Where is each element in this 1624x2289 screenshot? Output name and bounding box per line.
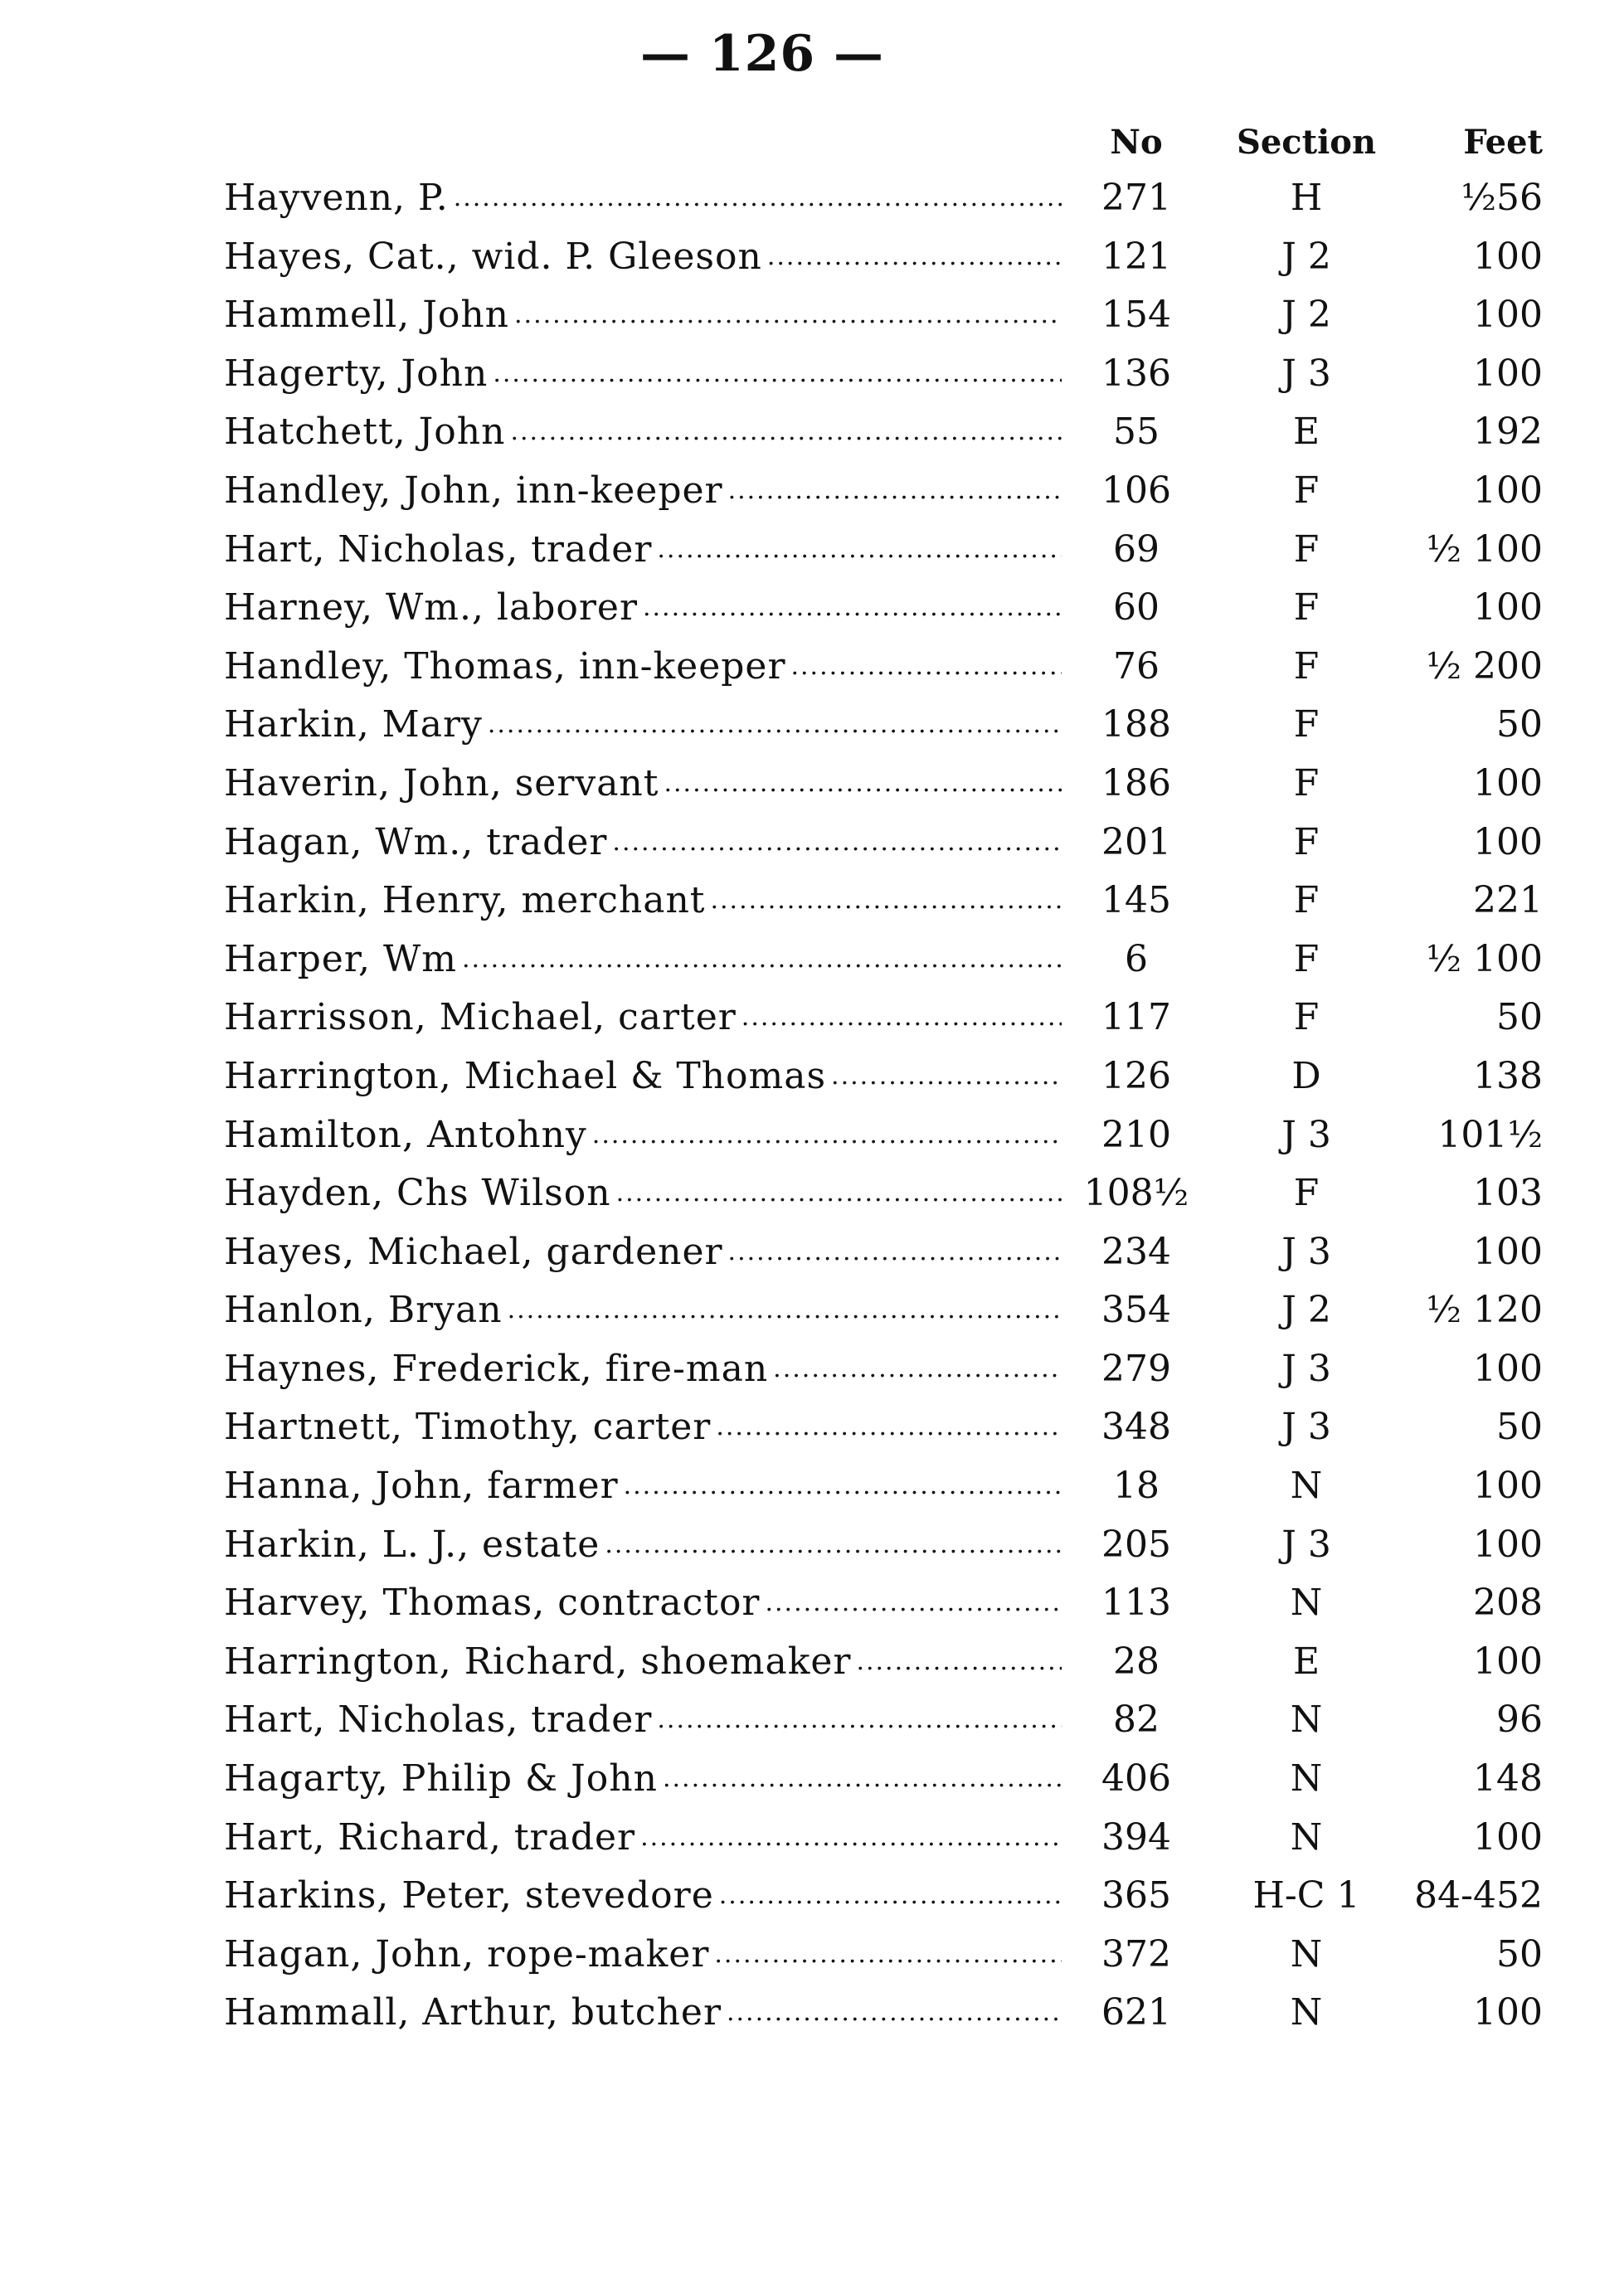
dot-leader [664,755,1062,814]
entry-no: 201 [1101,820,1171,863]
entry-no: 136 [1101,352,1171,395]
entry-no: 406 [1101,1757,1171,1801]
entry-no: 126 [1101,1054,1171,1097]
entry-no: 69 [1113,527,1160,571]
entry-no: 348 [1101,1406,1171,1449]
dot-leader [643,579,1062,638]
header-feet: Feet [1463,123,1543,162]
page-number: — 126 — [639,25,885,83]
entry-no: 279 [1101,1347,1171,1390]
entry-section: F [1293,527,1320,571]
entry-no: 188 [1101,703,1171,746]
entry-name-cell [224,1516,1062,1575]
entry-feet: 100 [1473,1815,1543,1859]
entry-name: Hayden, Chs Wilson [224,1172,611,1215]
table-row [224,169,1543,228]
entry-feet: 100 [1473,352,1543,395]
dot-leader [727,1984,1062,2043]
entry-no: 145 [1101,879,1171,922]
entry-name-cell [224,1223,1062,1282]
entry-no: 55 [1113,411,1160,454]
entry-no: 76 [1113,644,1160,688]
entry-no: 372 [1101,1932,1171,1976]
entry-no: 354 [1101,1289,1171,1332]
entry-name: Harper, Wm [224,937,457,980]
entry-no: 82 [1113,1699,1160,1742]
entry-name-cell [224,1633,1062,1692]
entry-name-cell [224,755,1062,814]
entry-section: F [1293,703,1320,746]
dot-leader [493,345,1062,404]
dot-leader [640,1809,1062,1868]
table-row [224,1516,1543,1575]
entry-name: Handley, Thomas, inn-keeper [224,644,786,688]
entry-name: Hanna, John, farmer [224,1465,619,1508]
table-row [224,1574,1543,1633]
entry-name: Hart, Richard, trader [224,1815,636,1859]
entry-name-cell [224,228,1062,287]
table-row [224,462,1543,521]
entry-feet: 138 [1473,1054,1543,1097]
entry-name: Hagan, John, rope-maker [224,1932,710,1976]
entry-feet: ½ 100 [1426,937,1543,980]
entry-section: J 2 [1281,1289,1331,1332]
entry-name-cell [224,1164,1062,1223]
dot-leader [612,814,1062,872]
entry-name: Hagan, Wm., trader [224,820,608,863]
entry-no: 117 [1101,996,1171,1039]
entry-name: Harkins, Peter, stevedore [224,1874,714,1917]
entry-section: J 3 [1281,1406,1331,1449]
entry-section: J 3 [1281,1523,1331,1566]
dot-leader [454,169,1062,228]
entry-name: Harkin, Henry, merchant [224,879,706,922]
entry-section: F [1293,1172,1320,1215]
entry-section: H [1290,177,1323,219]
entry-name-cell [224,1926,1062,1985]
entry-section: H-C 1 [1252,1874,1360,1917]
entry-name: Harrington, Michael & Thomas [224,1054,827,1097]
entry-name-cell [224,1281,1062,1340]
entry-name: Hammall, Arthur, butcher [224,1991,722,2034]
dot-leader [514,286,1062,345]
table-row [224,228,1543,287]
entry-no: 210 [1101,1113,1171,1156]
table-header [224,116,1543,169]
entry-section: J 3 [1281,1113,1331,1156]
entry-name-cell [224,1691,1062,1750]
entry-section: N [1290,1465,1323,1508]
entry-name-cell [224,696,1062,755]
table-row [224,1223,1543,1282]
entry-name: Hamilton, Antohny [224,1113,587,1156]
entry-section: E [1292,411,1320,454]
entry-feet: 101½ [1437,1113,1543,1156]
entry-name: Hayes, Cat., wid. P. Gleeson [224,235,762,278]
entry-name: Hagarty, Philip & John [224,1757,658,1801]
dot-leader [790,638,1062,697]
entry-name-cell [224,1984,1062,2043]
entry-name-cell [224,1574,1062,1633]
dot-leader [773,1340,1062,1399]
entry-no: 621 [1101,1991,1171,2034]
entry-feet: 84-452 [1414,1874,1543,1917]
entry-name-cell [224,345,1062,404]
entry-name-cell [224,521,1062,580]
entry-feet: 50 [1496,996,1543,1039]
table-row [224,1106,1543,1165]
table-row [224,872,1543,931]
header-section: Section [1236,123,1377,162]
entry-section: F [1293,937,1320,980]
entry-no: 271 [1101,177,1171,219]
entry-no: 186 [1101,761,1171,804]
dot-leader [657,1691,1062,1750]
entry-section: F [1293,820,1320,863]
entry-section: N [1290,1991,1323,2034]
header-no: No [1110,123,1163,162]
entry-no: 6 [1125,937,1148,980]
table-row [224,1281,1543,1340]
entry-feet: ½ 100 [1426,527,1543,571]
entry-section: D [1291,1054,1321,1097]
table-row [224,1926,1543,1985]
entry-feet: ½ 200 [1426,644,1543,688]
entry-name-cell [224,1809,1062,1868]
dot-leader [592,1106,1062,1165]
entry-feet: 103 [1473,1172,1543,1215]
dot-leader [508,1281,1062,1340]
entry-feet: 100 [1473,761,1543,804]
dot-leader [831,1047,1062,1106]
entry-feet: 100 [1473,294,1543,337]
entry-name: Handley, John, inn-keeper [224,469,723,512]
entry-feet: 148 [1473,1757,1543,1801]
entry-name-cell [224,814,1062,872]
entry-name-cell [224,989,1062,1047]
entry-feet: 192 [1473,411,1543,454]
entry-feet: 100 [1473,1991,1543,2034]
table-row [224,696,1543,755]
entry-name: Hammell, John [224,294,510,337]
entry-name-cell [224,1750,1062,1809]
entry-name-cell [224,1398,1062,1457]
entry-name: Harrington, Richard, shoemaker [224,1640,852,1683]
table-row [224,989,1543,1047]
entry-no: 113 [1101,1582,1171,1625]
table-row [224,1809,1543,1868]
entry-feet: 100 [1473,1347,1543,1390]
entry-section: J 2 [1281,235,1331,278]
entry-no: 394 [1101,1815,1171,1859]
entry-name: Harkin, L. J., estate [224,1523,600,1566]
entry-feet: 221 [1473,879,1543,922]
entry-no: 106 [1101,469,1171,512]
table-row [224,1633,1543,1692]
entry-section: J 2 [1281,294,1331,337]
entry-name: Haverin, John, servant [224,761,659,804]
table-row [224,1457,1543,1516]
entry-feet: 100 [1473,820,1543,863]
entry-no: 18 [1113,1465,1160,1508]
dot-leader [710,872,1062,931]
dot-leader [856,1633,1062,1692]
entry-feet: 50 [1496,703,1543,746]
entry-name: Hanlon, Bryan [224,1289,503,1332]
entry-name: Hayes, Michael, gardener [224,1230,723,1273]
entry-section: N [1290,1699,1323,1742]
register-table [224,116,1543,2043]
entry-feet: 50 [1496,1932,1543,1976]
entry-name-cell [224,638,1062,697]
entry-name: Hagerty, John [224,352,489,395]
entry-no: 234 [1101,1230,1171,1273]
table-row [224,1340,1543,1399]
entry-name-cell [224,1047,1062,1106]
entry-no: 205 [1101,1523,1171,1566]
entry-feet: 100 [1473,235,1543,278]
entry-section: F [1293,761,1320,804]
entry-feet: 100 [1473,469,1543,512]
entry-section: J 3 [1281,352,1331,395]
dot-leader [657,521,1062,580]
table-row [224,1984,1543,2043]
dot-leader [624,1457,1062,1516]
dot-leader [765,1574,1062,1633]
entry-name: Hart, Nicholas, trader [224,527,653,571]
entry-name-cell [224,286,1062,345]
entry-no: 154 [1101,294,1171,337]
entry-name: Hartnett, Timothy, carter [224,1406,712,1449]
entry-no: 121 [1101,235,1171,278]
entry-feet: ½ 120 [1426,1289,1543,1332]
entry-name-cell [224,1867,1062,1926]
entry-name-cell [224,872,1062,931]
entry-name-cell [224,1457,1062,1516]
entry-no: 108½ [1083,1172,1189,1215]
entry-name-cell [224,579,1062,638]
entry-name-cell [224,462,1062,521]
dot-leader [714,1926,1062,1985]
entry-name-cell [224,1106,1062,1165]
entry-section: F [1293,996,1320,1039]
dot-leader [616,1164,1062,1223]
table-row [224,1691,1543,1750]
entry-section: F [1293,469,1320,512]
entry-feet: 100 [1473,586,1543,629]
entry-section: F [1293,644,1320,688]
table-row [224,1164,1543,1223]
table-row [224,1750,1543,1809]
entry-feet: 100 [1473,1465,1543,1508]
table-body [224,169,1543,2043]
dot-leader [488,696,1062,755]
table-row [224,579,1543,638]
entry-section: N [1290,1932,1323,1976]
table-row [224,345,1543,404]
table-row [224,814,1543,872]
table-row [224,1398,1543,1457]
entry-feet: 100 [1473,1640,1543,1683]
entry-section: F [1293,879,1320,922]
entry-section: E [1292,1640,1320,1683]
entry-section: N [1290,1757,1323,1801]
dot-leader [728,1223,1062,1282]
entry-name: Harvey, Thomas, contractor [224,1582,761,1625]
table-row [224,931,1543,989]
entry-section: F [1293,586,1320,629]
entry-no: 365 [1101,1874,1171,1917]
entry-feet: 208 [1473,1582,1543,1625]
entry-name: Harrisson, Michael, carter [224,996,737,1039]
dot-leader [716,1398,1062,1457]
table-row [224,286,1543,345]
entry-feet: 100 [1473,1230,1543,1273]
entry-section: J 3 [1281,1347,1331,1390]
entry-name: Harney, Wm., laborer [224,586,638,629]
entry-no: 60 [1113,586,1160,629]
entry-name: Hayvenn, P. [224,177,449,219]
entry-name-cell [224,169,1062,228]
entry-section: N [1290,1815,1323,1859]
dot-leader [741,989,1062,1047]
entry-feet: 100 [1473,1523,1543,1566]
dot-leader [462,931,1062,989]
table-row [224,521,1543,580]
dot-leader [605,1516,1062,1575]
entry-name-cell [224,1340,1062,1399]
dot-leader [663,1750,1062,1809]
entry-name: Haynes, Frederick, fire-man [224,1347,769,1390]
entry-name-cell [224,403,1062,462]
entry-section: J 3 [1281,1230,1331,1273]
table-row [224,403,1543,462]
dot-leader [510,403,1062,462]
entry-name-cell [224,931,1062,989]
table-row [224,1047,1543,1106]
entry-no: 28 [1113,1640,1160,1683]
entry-name: Hatchett, John [224,411,506,454]
table-row [224,638,1543,697]
entry-section: N [1290,1582,1323,1625]
dot-leader [728,462,1062,521]
table-row [224,1867,1543,1926]
entry-feet: 96 [1496,1699,1543,1742]
entry-name: Harkin, Mary [224,703,483,746]
table-row [224,755,1543,814]
dot-leader [767,228,1062,287]
entry-name: Hart, Nicholas, trader [224,1699,653,1742]
entry-feet: 50 [1496,1406,1543,1449]
dot-leader [719,1867,1062,1926]
entry-feet: ½56 [1461,177,1543,219]
